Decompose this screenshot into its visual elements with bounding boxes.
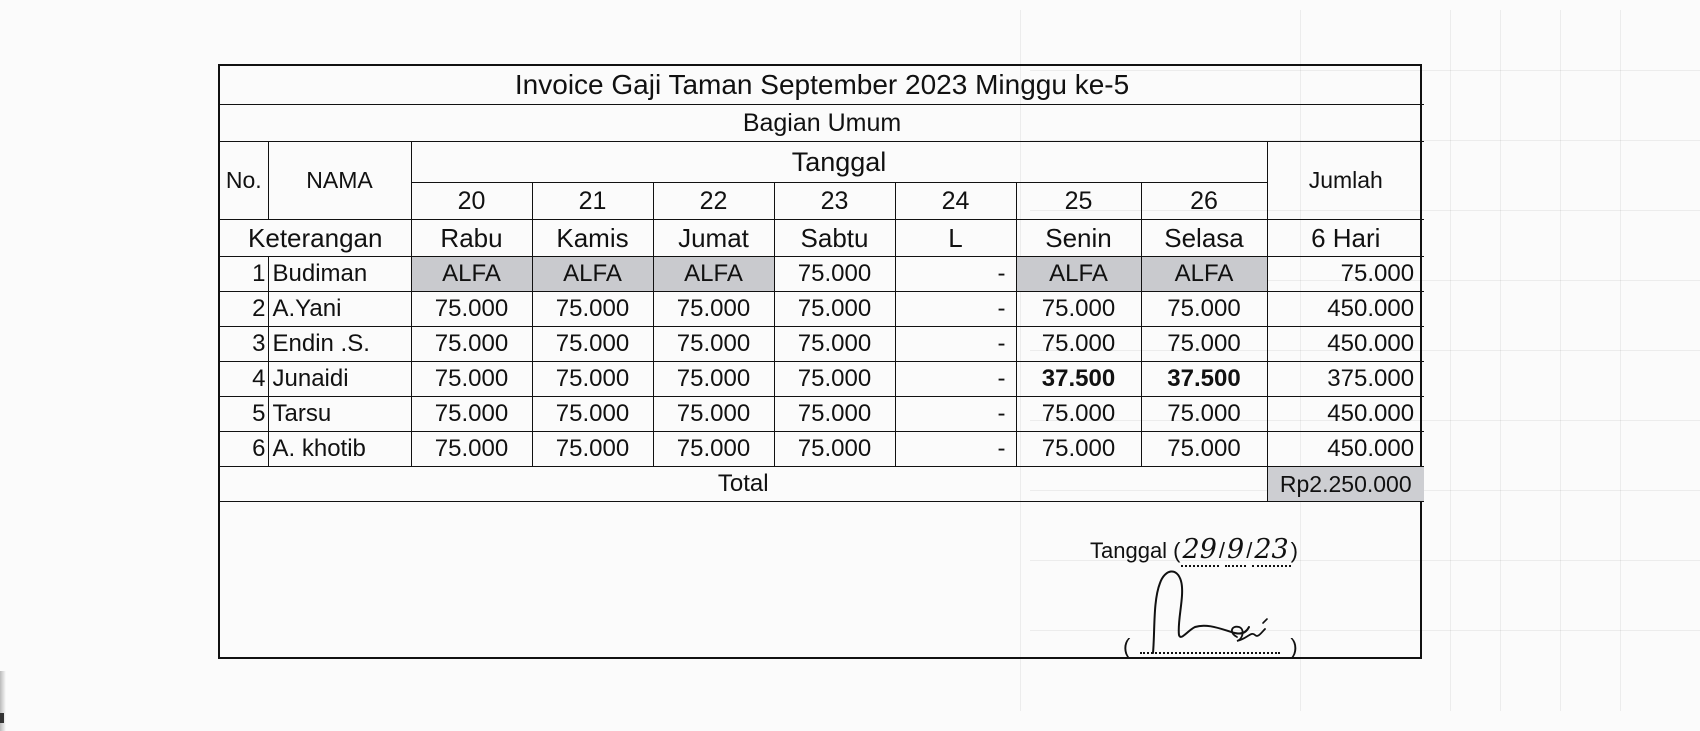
invoice-title: Invoice Gaji Taman September 2023 Minggu ke-5 — [220, 66, 1424, 105]
row-value: - — [895, 362, 1016, 397]
header-jumlah: Jumlah — [1267, 142, 1424, 220]
scan-bleed-line — [1450, 10, 1451, 711]
row-name: Endin .S. — [268, 327, 411, 362]
row-value: 75.000 — [532, 327, 653, 362]
scan-bleed-line — [1500, 10, 1501, 711]
date-label: Tanggal ( — [1090, 538, 1181, 563]
table-row — [220, 292, 1424, 327]
date-cell: 21 — [532, 183, 653, 220]
row-name: A.Yani — [268, 292, 411, 327]
row-value: 75.000 — [774, 362, 895, 397]
row-no: 4 — [220, 362, 268, 397]
header-tanggal: Tanggal — [411, 142, 1267, 183]
row-total: 450.000 — [1267, 397, 1424, 432]
row-value: 75.000 — [532, 292, 653, 327]
date-cell: 23 — [774, 183, 895, 220]
row-value: 75.000 — [774, 327, 895, 362]
day-cell: Jumat — [653, 220, 774, 257]
row-no: 6 — [220, 432, 268, 467]
row-name: A. khotib — [268, 432, 411, 467]
row-value: 75.000 — [774, 397, 895, 432]
grand-total: Rp2.250.000 — [1267, 467, 1424, 502]
row-value: 75.000 — [774, 432, 895, 467]
row-no: 2 — [220, 292, 268, 327]
total-label: Total — [220, 467, 1267, 502]
row-value: ALFA — [532, 257, 653, 292]
handwritten-year: 23 — [1254, 534, 1289, 565]
row-value: 75.000 — [1016, 432, 1141, 467]
row-value: 75.000 — [411, 292, 532, 327]
row-value: ALFA — [411, 257, 532, 292]
row-value: 75.000 — [1141, 292, 1267, 327]
header-no: No. — [220, 142, 268, 220]
row-value: 75.000 — [1141, 327, 1267, 362]
row-value: 75.000 — [1016, 292, 1141, 327]
row-value: 75.000 — [653, 432, 774, 467]
paren-open: ( — [1123, 634, 1131, 659]
row-value: 75.000 — [532, 432, 653, 467]
day-cell: Kamis — [532, 220, 653, 257]
date-cell: 20 — [411, 183, 532, 220]
total-row — [220, 467, 1424, 502]
day-cell: Rabu — [411, 220, 532, 257]
row-value: 75.000 — [1016, 327, 1141, 362]
row-value: ALFA — [1141, 257, 1267, 292]
date-cell: 22 — [653, 183, 774, 220]
row-total: 450.000 — [1267, 432, 1424, 467]
row-total: 75.000 — [1267, 257, 1424, 292]
row-value: 75.000 — [532, 397, 653, 432]
row-value: 75.000 — [411, 432, 532, 467]
signature-stroke — [1263, 619, 1267, 623]
row-total: 450.000 — [1267, 292, 1424, 327]
date-cell: 25 — [1016, 183, 1141, 220]
row-value: 75.000 — [653, 327, 774, 362]
date-separator: / — [1246, 538, 1253, 563]
header-nama: NAMA — [268, 142, 411, 220]
jumlah-days: 6 Hari — [1267, 220, 1424, 257]
invoice-table — [220, 66, 1424, 502]
row-value: - — [895, 292, 1016, 327]
row-value: 75.000 — [653, 397, 774, 432]
section-title: Bagian Umum — [220, 105, 1424, 142]
table-row — [220, 362, 1424, 397]
handwritten-day: 29 — [1182, 534, 1217, 565]
keterangan-label: Keterangan — [220, 220, 411, 257]
row-value: 75.000 — [774, 257, 895, 292]
day-cell: Senin — [1016, 220, 1141, 257]
row-value: - — [895, 257, 1016, 292]
row-name: Junaidi — [268, 362, 411, 397]
row-value: - — [895, 327, 1016, 362]
row-no: 5 — [220, 397, 268, 432]
row-value: - — [895, 397, 1016, 432]
table-row — [220, 327, 1424, 362]
row-total: 450.000 — [1267, 327, 1424, 362]
row-value: - — [895, 432, 1016, 467]
name-dotted-line — [1140, 652, 1280, 654]
signature-name-line — [1123, 634, 1298, 660]
row-value: 75.000 — [1016, 397, 1141, 432]
table-row — [220, 397, 1424, 432]
row-total: 375.000 — [1267, 362, 1424, 397]
row-value: 75.000 — [653, 292, 774, 327]
handwritten-month: 9 — [1227, 534, 1245, 565]
invoice-document — [218, 64, 1422, 659]
row-value: 75.000 — [653, 362, 774, 397]
day-cell: Selasa — [1141, 220, 1267, 257]
row-value: 75.000 — [411, 397, 532, 432]
date-separator: / — [1218, 538, 1225, 563]
scan-bleed-line — [1560, 10, 1561, 711]
scan-edge-mark — [0, 713, 4, 723]
row-no: 3 — [220, 327, 268, 362]
row-value: 75.000 — [1141, 397, 1267, 432]
table-row — [220, 257, 1424, 292]
date-cell: 24 — [895, 183, 1016, 220]
row-value: ALFA — [1016, 257, 1141, 292]
row-value: ALFA — [653, 257, 774, 292]
row-name: Tarsu — [268, 397, 411, 432]
row-value: 37.500 — [1016, 362, 1141, 397]
paren-close: ) — [1290, 634, 1298, 659]
day-cell: L — [895, 220, 1016, 257]
day-cell: Sabtu — [774, 220, 895, 257]
date-close: ) — [1290, 538, 1298, 563]
row-value: 75.000 — [411, 327, 532, 362]
date-cell: 26 — [1141, 183, 1267, 220]
row-no: 1 — [220, 257, 268, 292]
table-row — [220, 432, 1424, 467]
row-name: Budiman — [268, 257, 411, 292]
row-value: 75.000 — [532, 362, 653, 397]
row-value: 37.500 — [1141, 362, 1267, 397]
row-value: 75.000 — [774, 292, 895, 327]
row-value: 75.000 — [411, 362, 532, 397]
scan-bleed-line — [1620, 10, 1621, 711]
row-value: 75.000 — [1141, 432, 1267, 467]
